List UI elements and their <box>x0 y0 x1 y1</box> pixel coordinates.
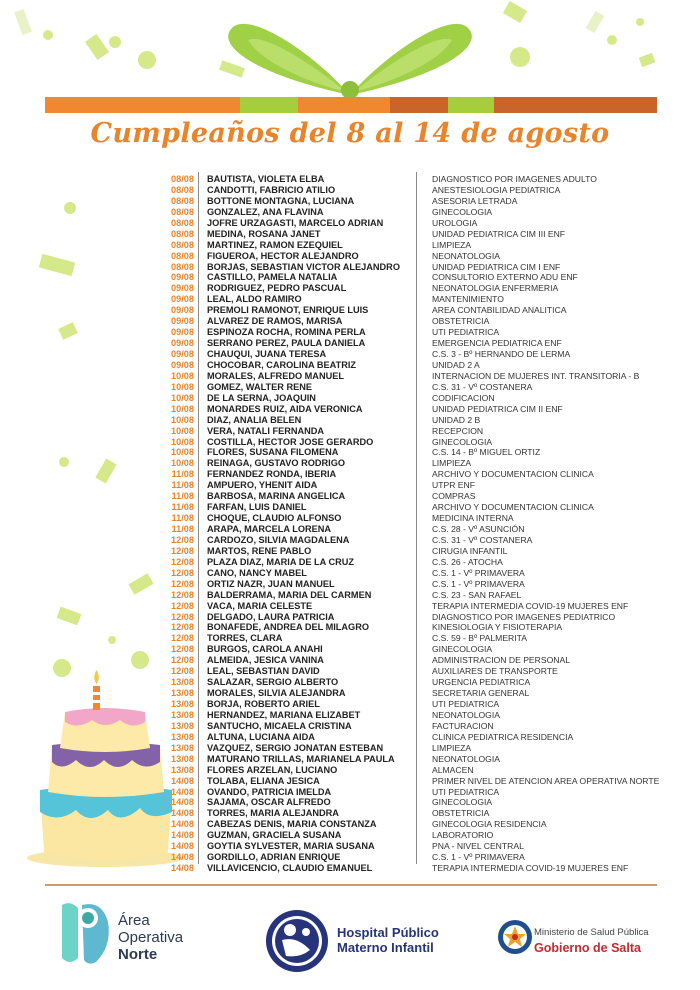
birthday-date: 14/08 <box>171 775 194 786</box>
department-name: EMERGENCIA PEDIATRICA ENF <box>432 338 562 349</box>
birthday-row <box>160 579 680 590</box>
birthday-row <box>160 240 680 251</box>
birthday-row <box>160 185 680 196</box>
department-name: CIRUGIA INFANTIL <box>432 545 508 556</box>
person-name: BALDERRAMA, MARIA DEL CARMEN <box>207 589 372 600</box>
birthday-date: 13/08 <box>171 677 194 688</box>
birthday-date: 09/08 <box>171 338 194 349</box>
birthday-row <box>160 415 680 426</box>
birthday-date: 14/08 <box>171 863 194 874</box>
birthday-date: 08/08 <box>171 195 194 206</box>
birthday-date: 08/08 <box>171 206 194 217</box>
birthday-date: 13/08 <box>171 709 194 720</box>
birthday-date: 14/08 <box>171 819 194 830</box>
birthday-date: 14/08 <box>171 852 194 863</box>
person-name: SALAZAR, SERGIO ALBERTO <box>207 677 339 688</box>
department-name: AUXILIARES DE TRANSPORTE <box>432 666 558 677</box>
person-name: FARFAN, LUIS DANIEL <box>207 502 307 513</box>
birthday-row <box>160 710 680 721</box>
department-name: LIMPIEZA <box>432 239 472 250</box>
birthday-row <box>160 765 680 776</box>
birthday-date: 10/08 <box>171 403 194 414</box>
person-name: LEAL, ALDO RAMIRO <box>207 294 302 305</box>
department-name: DIAGNOSTICO POR IMAGENES PEDIATRICO <box>432 611 616 622</box>
birthday-date: 13/08 <box>171 720 194 731</box>
department-name: UROLOGIA <box>432 217 478 228</box>
birthday-row <box>160 491 680 502</box>
birthday-date: 12/08 <box>171 600 194 611</box>
area-operativa-norte-logo <box>62 903 109 964</box>
department-name: C.S. 23 - SAN RAFAEL <box>432 589 522 600</box>
birthday-date: 13/08 <box>171 731 194 742</box>
person-name: GOMEZ, WALTER RENE <box>207 381 312 392</box>
birthday-date: 14/08 <box>171 797 194 808</box>
department-name: UNIDAD PEDIATRICA CIM III ENF <box>432 228 566 239</box>
department-name: GINECOLOGIA RESIDENCIA <box>432 819 547 830</box>
birthday-row <box>160 294 680 305</box>
person-name: GOYTIA SYLVESTER, MARIA SUSANA <box>207 841 375 852</box>
department-name: PNA - NIVEL CENTRAL <box>432 841 524 852</box>
government-text: Gobierno de Salta <box>534 941 641 955</box>
birthday-row <box>160 644 680 655</box>
department-name: DIAGNOSTICO POR IMAGENES ADULTO <box>432 174 597 184</box>
birthday-row <box>160 426 680 437</box>
birthday-row <box>160 797 680 808</box>
department-name: ADMINISTRACION DE PERSONAL <box>432 655 570 666</box>
person-name: MEDINA, ROSANA JANET <box>207 228 321 239</box>
department-name: FACTURACION <box>432 720 494 731</box>
birthday-date: 12/08 <box>171 655 194 666</box>
person-name: CABEZAS DENIS, MARIA CONSTANZA <box>207 819 377 830</box>
birthday-list <box>160 174 680 874</box>
department-name: GINECOLOGIA <box>432 436 493 447</box>
birthday-row <box>160 633 680 644</box>
birthday-row <box>160 469 680 480</box>
birthday-date: 10/08 <box>171 370 194 381</box>
birthday-date: 11/08 <box>171 469 194 480</box>
birthday-row <box>160 601 680 612</box>
person-name: ARAPA, MARCELA LORENA <box>207 524 332 534</box>
birthday-row <box>160 852 680 863</box>
department-name: ALMACEN <box>432 764 474 775</box>
gobierno-de-salta-shield <box>498 920 532 954</box>
person-name: COSTILLA, HECTOR JOSE GERARDO <box>207 436 374 447</box>
person-name: CARDOZO, SILVIA MAGDALENA <box>207 534 350 545</box>
birthday-row <box>160 316 680 327</box>
birthday-date: 09/08 <box>171 359 194 370</box>
birthday-row <box>160 360 680 371</box>
person-name: DIAZ, ANALIA BELEN <box>207 414 302 425</box>
birthday-row <box>160 524 680 535</box>
birthday-date: 09/08 <box>171 349 194 359</box>
birthday-row <box>160 732 680 743</box>
birthday-date: 13/08 <box>171 688 194 699</box>
person-name: JOFRE URZAGASTI, MARCELO ADRIAN <box>207 217 384 228</box>
birthday-row <box>160 863 680 874</box>
person-name: RODRIGUEZ, PEDRO PASCUAL <box>207 283 347 294</box>
birthday-row <box>160 808 680 819</box>
birthday-row <box>160 535 680 546</box>
department-name: NEONATOLOGIA <box>432 753 500 764</box>
person-name: SANTUCHO, MICAELA CRISTINA <box>207 720 352 731</box>
birthday-date: 10/08 <box>171 425 194 436</box>
birthday-row <box>160 305 680 316</box>
person-name: BOTTONE MONTAGNA, LUCIANA <box>207 195 355 206</box>
department-name: C.S. 31 - Vº COSTANERA <box>432 381 533 392</box>
birthday-row <box>160 819 680 830</box>
birthday-date: 10/08 <box>171 381 194 392</box>
birthday-date: 09/08 <box>171 272 194 283</box>
birthday-date: 10/08 <box>171 436 194 447</box>
department-name: UTPR ENF <box>432 480 475 491</box>
department-name: OBSTETRICIA <box>432 808 490 819</box>
department-name: ANESTESIOLOGIA PEDIATRICA <box>432 184 561 195</box>
department-name: URGENCIA PEDIATRICA <box>432 677 531 688</box>
birthday-row <box>160 218 680 229</box>
department-name: UNIDAD PEDIATRICA CIM I ENF <box>432 261 561 272</box>
birthday-row <box>160 776 680 787</box>
department-name: UTI PEDIATRICA <box>432 699 500 709</box>
birthday-date: 08/08 <box>171 261 194 272</box>
birthday-date: 12/08 <box>171 611 194 622</box>
birthday-date: 11/08 <box>171 513 194 524</box>
department-name: PRIMER NIVEL DE ATENCION AREA OPERATIVA NORTE <box>432 775 660 786</box>
birthday-date: 11/08 <box>171 480 194 491</box>
birthday-row <box>160 283 680 294</box>
birthday-row <box>160 754 680 765</box>
birthday-row <box>160 272 680 283</box>
department-name: C.S. 1 - Vº PRIMAVERA <box>432 852 525 863</box>
department-name: NEONATOLOGIA <box>432 709 500 720</box>
birthday-date: 12/08 <box>171 567 194 578</box>
birthday-date: 09/08 <box>171 283 194 294</box>
birthday-row <box>160 458 680 469</box>
birthday-date: 13/08 <box>171 699 194 709</box>
birthday-date: 13/08 <box>171 742 194 753</box>
person-name: PREMOLI RAMONOT, ENRIQUE LUIS <box>207 305 369 316</box>
person-name: CASTILLO, PAMELA NATALIA <box>207 272 338 283</box>
department-name: ARCHIVO Y DOCUMENTACION CLINICA <box>432 469 594 480</box>
birthday-row <box>160 546 680 557</box>
person-name: CHOCOBAR, CAROLINA BEATRIZ <box>207 359 357 370</box>
birthday-row <box>160 622 680 633</box>
department-name: C.S. 26 - ATOCHA <box>432 556 503 567</box>
person-name: MATURANO TRILLAS, MARIANELA PAULA <box>207 753 395 764</box>
person-name: ALTUNA, LUCIANA AIDA <box>207 731 315 742</box>
birthday-date: 08/08 <box>171 228 194 239</box>
department-name: ARCHIVO Y DOCUMENTACION CLINICA <box>432 502 594 513</box>
birthday-date: 14/08 <box>171 841 194 852</box>
person-name: VACA, MARIA CELESTE <box>207 600 313 611</box>
person-name: MORALES, SILVIA ALEJANDRA <box>207 688 346 699</box>
department-name: AREA CONTABILIDAD ANALITICA <box>432 305 567 316</box>
person-name: CANO, NANCY MABEL <box>207 567 307 578</box>
person-name: BORJA, ROBERTO ARIEL <box>207 699 320 709</box>
person-name: ALVAREZ DE RAMOS, MARISA <box>207 316 343 327</box>
hospital-name-text: Hospital Público Materno Infantil <box>337 925 439 955</box>
person-name: CHOQUE, CLAUDIO ALFONSO <box>207 513 342 524</box>
department-name: C.S. 59 - Bº PALMERITA <box>432 633 527 644</box>
department-name: MANTENIMIENTO <box>432 294 504 305</box>
birthday-date: 09/08 <box>171 316 194 327</box>
department-name: UTI PEDIATRICA <box>432 327 500 338</box>
birthday-date: 10/08 <box>171 447 194 458</box>
birthday-row <box>160 349 680 360</box>
birthday-date: 10/08 <box>171 458 194 469</box>
birthday-date: 12/08 <box>171 545 194 556</box>
birthday-row <box>160 502 680 513</box>
person-name: AMPUERO, YHENIT AIDA <box>207 480 318 491</box>
person-name: ORTIZ NAZR, JUAN MANUEL <box>207 578 335 589</box>
birthday-row <box>160 590 680 601</box>
person-name: BAUTISTA, VIOLETA ELBA <box>207 174 325 184</box>
department-name: TERAPIA INTERMEDIA COVID-19 MUJERES ENF <box>432 600 629 611</box>
department-name: CODIFICACION <box>432 392 495 403</box>
person-name: FIGUEROA, HECTOR ALEJANDRO <box>207 250 359 261</box>
department-name: SECRETARIA GENERAL <box>432 688 530 699</box>
person-name: CANDOTTI, FABRICIO ATILIO <box>207 184 336 195</box>
department-name: LABORATORIO <box>432 830 494 841</box>
person-name: TORRES, MARIA ALEJANDRA <box>207 808 339 819</box>
birthday-row <box>160 787 680 798</box>
person-name: MONARDES RUIZ, AIDA VERONICA <box>207 403 363 414</box>
department-name: LIMPIEZA <box>432 742 472 753</box>
birthday-row <box>160 655 680 666</box>
birthday-date: 08/08 <box>171 239 194 250</box>
birthday-date: 12/08 <box>171 666 194 677</box>
birthday-date: 14/08 <box>171 808 194 819</box>
birthday-row <box>160 437 680 448</box>
department-name: NEONATOLOGIA <box>432 250 500 261</box>
department-name: NEONATOLOGIA ENFERMERIA <box>432 283 559 294</box>
department-name: LIMPIEZA <box>432 458 472 469</box>
birthday-date: 12/08 <box>171 578 194 589</box>
person-name: TORRES, CLARA <box>207 633 283 644</box>
birthday-date: 12/08 <box>171 534 194 545</box>
birthday-date: 14/08 <box>171 786 194 797</box>
birthday-date: 08/08 <box>171 250 194 261</box>
person-name: CHAUQUI, JUANA TERESA <box>207 349 327 359</box>
department-name: UTI PEDIATRICA <box>432 786 500 797</box>
person-name: DE LA SERNA, JOAQUIN <box>207 392 316 403</box>
department-name: UNIDAD 2 A <box>432 359 480 370</box>
department-name: GINECOLOGIA <box>432 206 493 217</box>
birthday-date: 12/08 <box>171 633 194 644</box>
birthday-date: 09/08 <box>171 294 194 305</box>
birthday-row <box>160 196 680 207</box>
person-name: LEAL, SEBASTIAN DAVID <box>207 666 320 677</box>
person-name: GORDILLO, ADRIAN ENRIQUE <box>207 852 341 863</box>
birthday-date: 09/08 <box>171 305 194 316</box>
page-title: Cumpleaños del 8 al 14 de agosto <box>90 118 610 149</box>
department-name: UNIDAD PEDIATRICA CIM II ENF <box>432 403 563 414</box>
person-name: OVANDO, PATRICIA IMELDA <box>207 786 332 797</box>
person-name: MARTINEZ, RAMON EZEQUIEL <box>207 239 343 250</box>
birthday-row <box>160 251 680 262</box>
birthday-date: 11/08 <box>171 502 194 513</box>
birthday-date: 08/08 <box>171 217 194 228</box>
department-name: C.S. 1 - Vº PRIMAVERA <box>432 567 525 578</box>
person-name: REINAGA, GUSTAVO RODRIGO <box>207 458 345 469</box>
person-name: DELGADO, LAURA PATRICIA <box>207 611 335 622</box>
birthday-date: 11/08 <box>171 491 194 502</box>
department-name: OBSTETRICIA <box>432 316 490 327</box>
person-name: VAZQUEZ, SERGIO JONATAN ESTEBAN <box>207 742 384 753</box>
area-operativa-norte-text: Área Operativa Norte <box>118 912 184 963</box>
department-name: TERAPIA INTERMEDIA COVID-19 MUJERES ENF <box>432 863 629 874</box>
birthday-date: 13/08 <box>171 764 194 775</box>
person-name: GUZMAN, GRACIELA SUSANA <box>207 830 342 841</box>
department-name: GINECOLOGIA <box>432 644 493 655</box>
ribbon-bar <box>45 97 657 113</box>
department-name: MEDICINA INTERNA <box>432 513 514 524</box>
birthday-row <box>160 841 680 852</box>
birthday-date: 12/08 <box>171 556 194 567</box>
birthday-row <box>160 677 680 688</box>
birthday-row <box>160 666 680 677</box>
birthday-row <box>160 612 680 623</box>
birthday-row <box>160 207 680 218</box>
birthday-date: 10/08 <box>171 392 194 403</box>
birthday-row <box>160 480 680 491</box>
department-name: CONSULTORIO EXTERNO ADU ENF <box>432 272 578 283</box>
birthday-date: 08/08 <box>171 174 194 184</box>
birthday-row <box>160 371 680 382</box>
birthday-row <box>160 404 680 415</box>
person-name: MORALES, ALFREDO MANUEL <box>207 370 344 381</box>
department-name: C.S. 1 - Vº PRIMAVERA <box>432 578 525 589</box>
department-name: RECEPCION <box>432 425 484 436</box>
person-name: FLORES ARZELAN, LUCIANO <box>207 764 338 775</box>
person-name: FLORES, SUSANA FILOMENA <box>207 447 339 458</box>
person-name: VILLAVICENCIO, CLAUDIO EMANUEL <box>207 863 373 874</box>
birthday-row <box>160 338 680 349</box>
birthday-row <box>160 229 680 240</box>
birthday-date: 14/08 <box>171 830 194 841</box>
birthday-row <box>160 327 680 338</box>
person-name: MARTOS, RENE PABLO <box>207 545 312 556</box>
footer-divider <box>45 884 657 886</box>
department-name: ASESORIA LETRADA <box>432 195 518 206</box>
birthday-date: 11/08 <box>171 524 194 534</box>
department-name: C.S. 14 - Bº MIGUEL ORTIZ <box>432 447 541 458</box>
birthday-row <box>160 699 680 710</box>
birthday-date: 12/08 <box>171 644 194 655</box>
birthday-row <box>160 557 680 568</box>
birthday-date: 09/08 <box>171 327 194 338</box>
department-name: GINECOLOGIA <box>432 797 493 808</box>
hospital-materno-infantil-logo <box>266 910 328 972</box>
birthday-date: 12/08 <box>171 622 194 633</box>
ministry-text: Ministerio de Salud Pública <box>534 927 649 938</box>
department-name: C.S. 31 - Vº COSTANERA <box>432 534 533 545</box>
person-name: TOLABA, ELIANA JESICA <box>207 775 320 786</box>
birthday-row <box>160 721 680 732</box>
birthday-row <box>160 830 680 841</box>
birthday-row <box>160 447 680 458</box>
department-name: C.S. 28 - Vº ASUNCIÓN <box>432 524 525 534</box>
birthday-row <box>160 743 680 754</box>
birthday-row <box>160 382 680 393</box>
department-name: C.S. 3 - Bº HERNANDO DE LERMA <box>432 349 571 359</box>
birthday-row <box>160 688 680 699</box>
person-name: HERNANDEZ, MARIANA ELIZABET <box>207 709 361 720</box>
person-name: ESPINOZA ROCHA, ROMINA PERLA <box>207 327 366 338</box>
person-name: SERRANO PEREZ, PAULA DANIELA <box>207 338 366 349</box>
department-name: UNIDAD 2 B <box>432 414 481 425</box>
person-name: GONZALEZ, ANA FLAVINA <box>207 206 324 217</box>
department-name: CLINICA PEDIATRICA RESIDENCIA <box>432 731 574 742</box>
person-name: BONAFEDE, ANDREA DEL MILAGRO <box>207 622 369 633</box>
person-name: SAJAMA, OSCAR ALFREDO <box>207 797 331 808</box>
birthday-date: 08/08 <box>171 184 194 195</box>
department-name: INTERNACION DE MUJERES INT. TRANSITORIA - B <box>432 370 640 381</box>
person-name: BURGOS, CAROLA ANAHI <box>207 644 323 655</box>
person-name: BORJAS, SEBASTIAN VICTOR ALEJANDRO <box>207 261 400 272</box>
birthday-date: 12/08 <box>171 589 194 600</box>
birthday-row <box>160 174 680 185</box>
person-name: VERA, NATALI FERNANDA <box>207 425 325 436</box>
gift-bow <box>228 24 472 99</box>
birthday-row <box>160 393 680 404</box>
birthday-date: 10/08 <box>171 414 194 425</box>
person-name: PLAZA DIAZ, MARIA DE LA CRUZ <box>207 556 354 567</box>
department-name: KINESIOLOGIA Y FISIOTERAPIA <box>432 622 563 633</box>
department-name: COMPRAS <box>432 491 476 502</box>
birthday-row <box>160 262 680 273</box>
birthday-row <box>160 513 680 524</box>
birthday-date: 13/08 <box>171 753 194 764</box>
birthday-row <box>160 568 680 579</box>
person-name: ALMEIDA, JESICA VANINA <box>207 655 324 666</box>
person-name: BARBOSA, MARINA ANGELICA <box>207 491 346 502</box>
person-name: FERNANDEZ RONDA, IBERIA <box>207 469 337 480</box>
